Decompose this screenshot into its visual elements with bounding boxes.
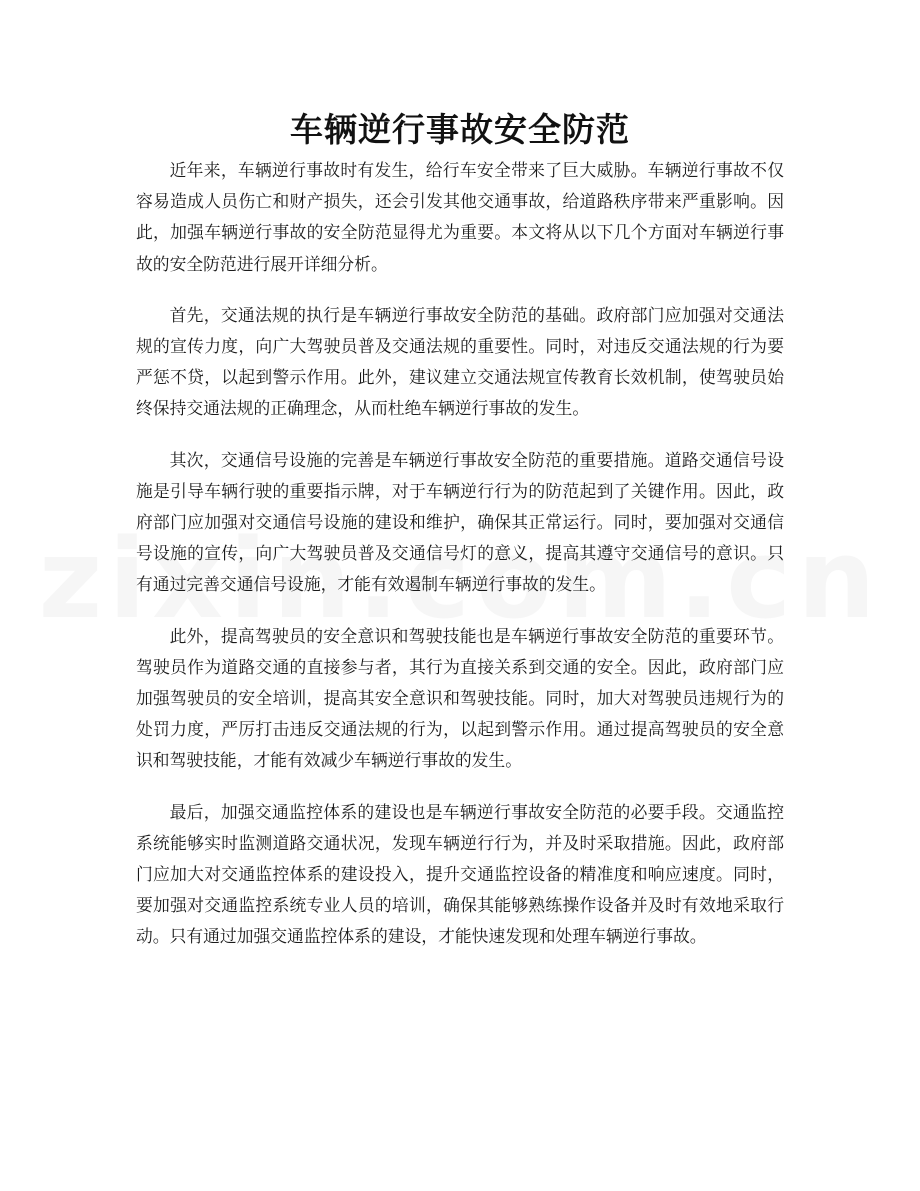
document-title: 车辆逆行事故安全防范	[290, 110, 630, 149]
paragraph-3: 其次，交通信号设施的完善是车辆逆行事故安全防范的重要措施。道路交通信号设施是引导车辆行驶的重要指示牌，对于车辆逆行行为的防范起到了关键作用。因此，政府部门应加强对交通信号设施的建设和维护，确保其正常运行。同时，要加强对交通信号设施的宣传，向广大驾驶员普及交通信号灯的意义，提高其遵守交通信号的意识。只有通过完善交通信号设施，才能有效遏制车辆逆行事故的发生。	[136, 449, 784, 595]
document-body	[136, 155, 784, 973]
paragraph-4: 此外，提高驾驶员的安全意识和驾驶技能也是车辆逆行事故安全防范的重要环节。驾驶员作为道路交通的直接参与者，其行为直接关系到交通的安全。因此，政府部门应加强驾驶员的安全培训，提高其安全意识和驾驶技能。同时，加大对驾驶员违规行为的处罚力度，严厉打击违反交通法规的行为，以起到警示作用。通过提高驾驶员的安全意识和驾驶技能，才能有效减少车辆逆行事故的发生。	[136, 625, 784, 771]
paragraph-1: 近年来，车辆逆行事故时有发生，给行车安全带来了巨大威胁。车辆逆行事故不仅容易造成人员伤亡和财产损失，还会引发其他交通事故，给道路秩序带来严重影响。因此，加强车辆逆行事故的安全防范显得尤为重要。本文将从以下几个方面对车辆逆行事故的安全防范进行展开详细分析。	[136, 160, 784, 274]
paragraph-5: 最后，加强交通监控体系的建设也是车辆逆行事故安全防范的必要手段。交通监控系统能够实时监测道路交通状况，发现车辆逆行行为，并及时采取措施。因此，政府部门应加大对交通监控体系的建设投入，提升交通监控设备的精准度和响应速度。同时，要加强对交通监控系统专业人员的培训，确保其能够熟练操作设备并及时有效地采取行动。只有通过加强交通监控体系的建设，才能快速发现和处理车辆逆行事故。	[136, 801, 784, 947]
paragraph-2: 首先，交通法规的执行是车辆逆行事故安全防范的基础。政府部门应加强对交通法规的宣传力度，向广大驾驶员普及交通法规的重要性。同时，对违反交通法规的行为要严惩不贷，以起到警示作用。此外，建议建立交通法规宣传教育长效机制，使驾驶员始终保持交通法规的正确理念，从而杜绝车辆逆行事故的发生。	[136, 304, 784, 419]
